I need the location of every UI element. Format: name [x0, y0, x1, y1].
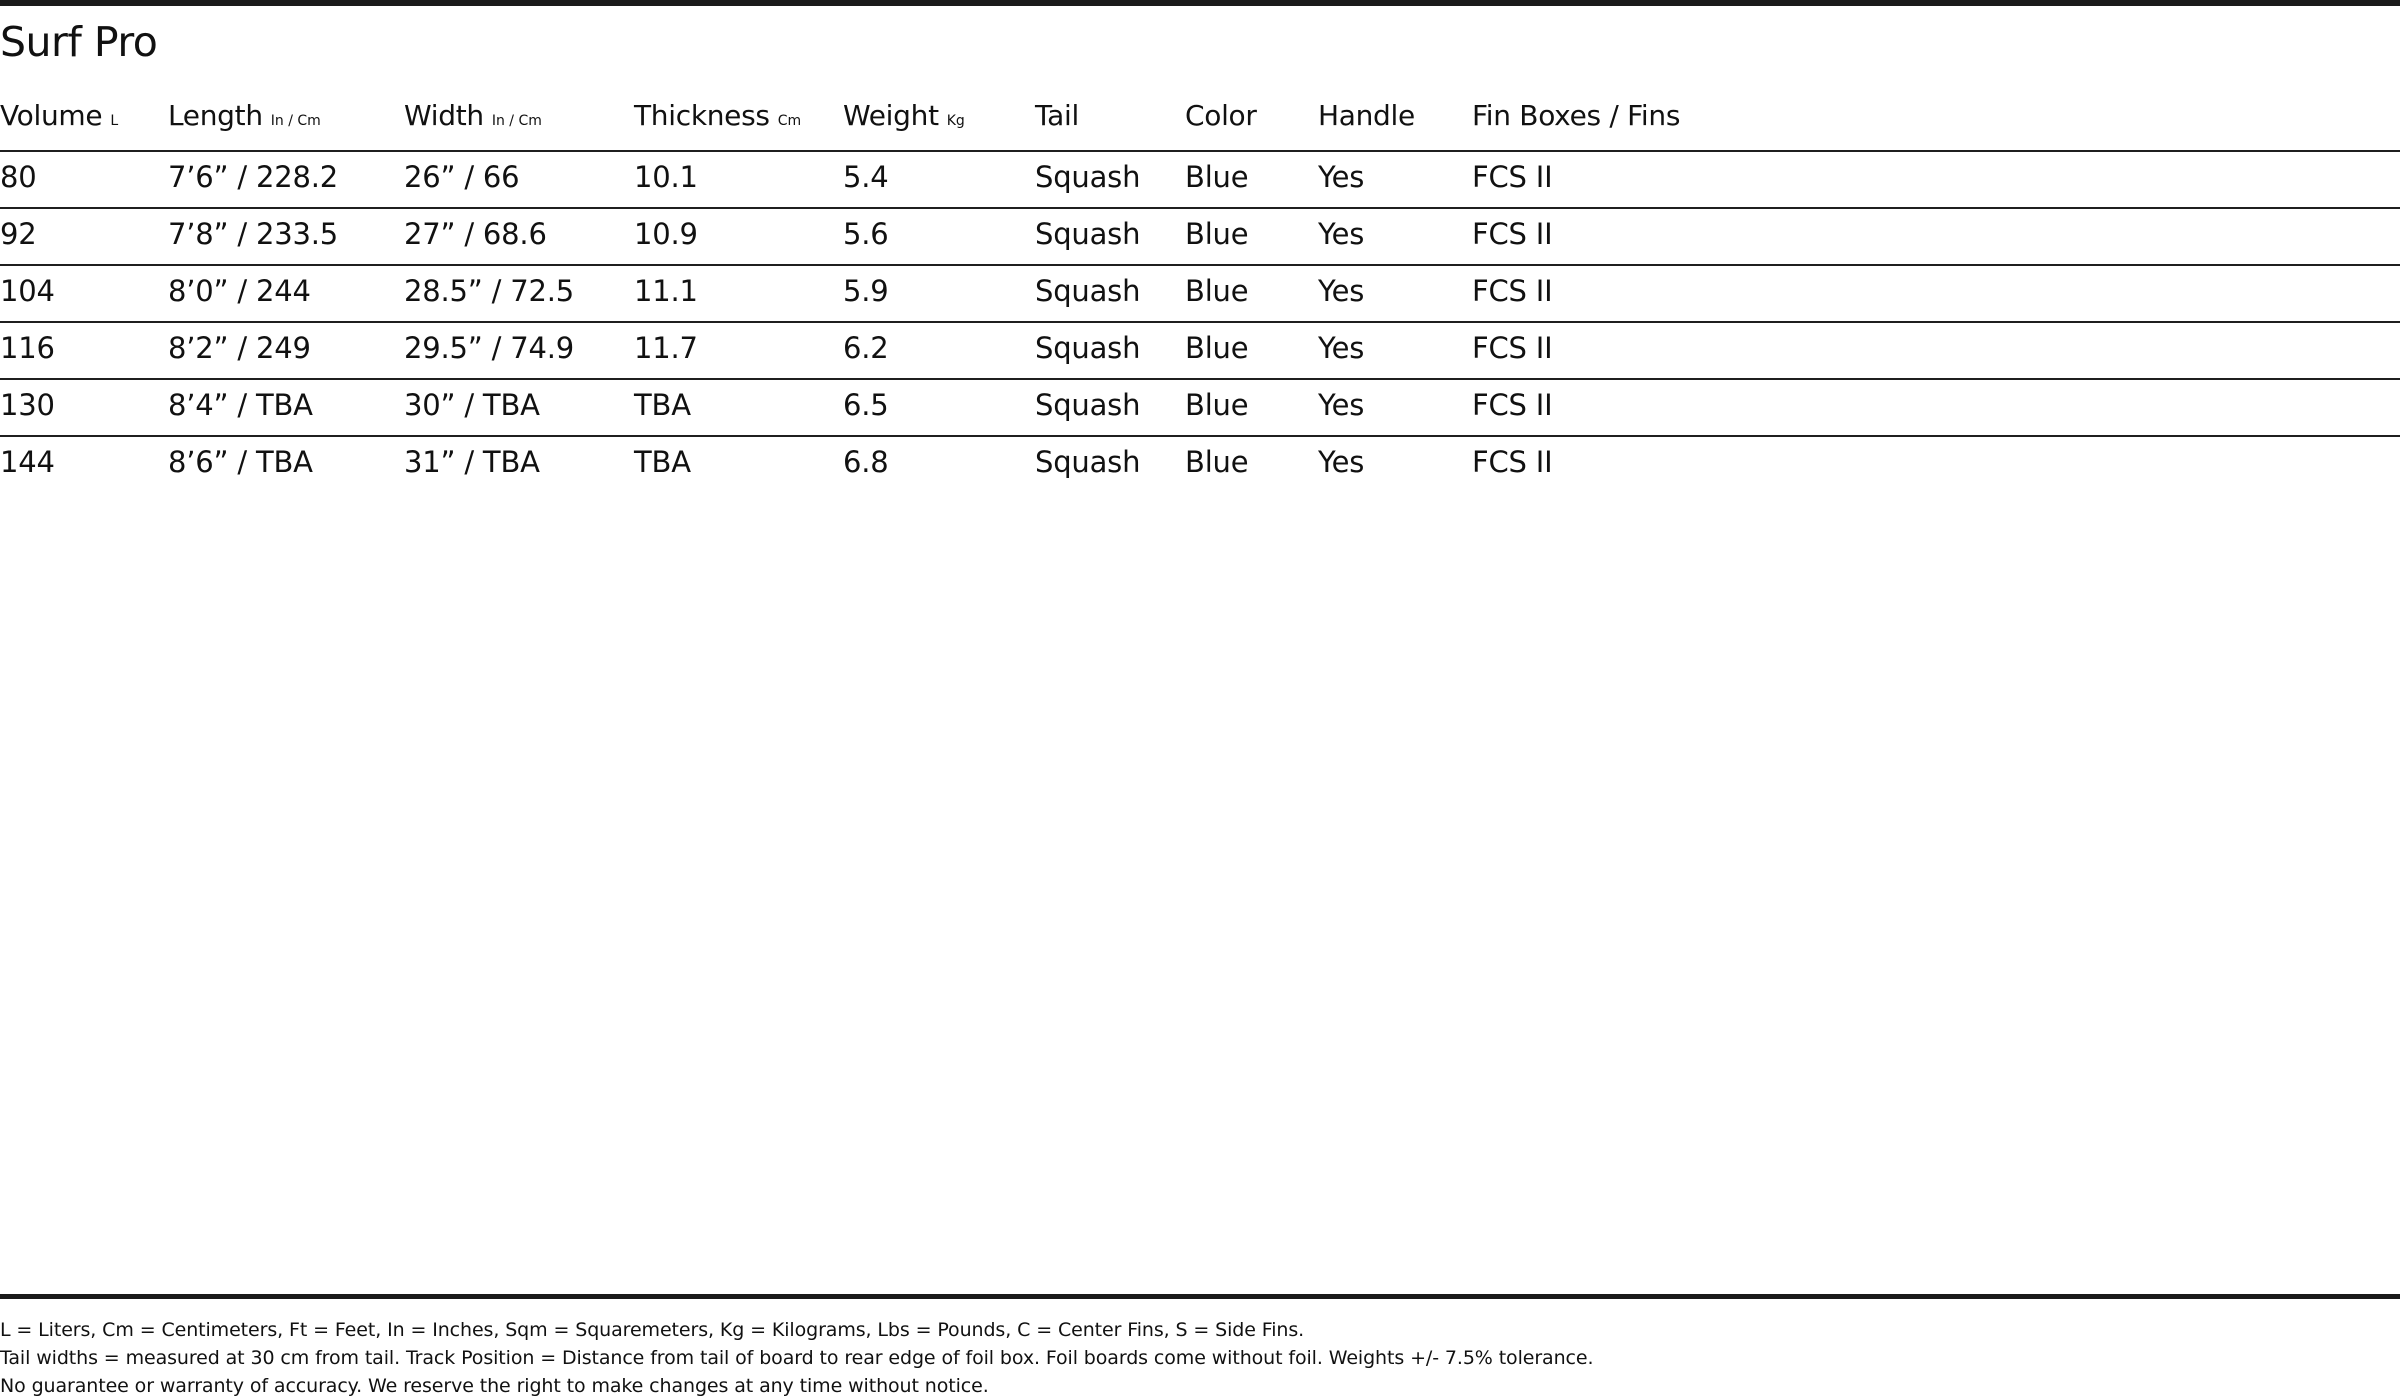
- cell-thickness: TBA: [634, 388, 691, 422]
- cell-thickness: 10.1: [634, 160, 698, 194]
- cell-fins: FCS II: [1472, 331, 1553, 365]
- cell-weight: 6.2: [843, 331, 889, 365]
- column-header-thickness: [634, 96, 801, 141]
- cell-tail: Squash: [1035, 274, 1141, 308]
- cell-width: 28.5” / 72.5: [404, 274, 574, 308]
- cell-weight: 6.8: [843, 445, 889, 479]
- cell-color: Blue: [1185, 160, 1249, 194]
- cell-length: 8’2” / 249: [168, 331, 311, 365]
- row-divider: [0, 207, 2400, 209]
- column-header-label: Tail: [1035, 99, 1079, 132]
- cell-handle: Yes: [1318, 445, 1365, 479]
- column-header-label: Volume: [0, 99, 103, 132]
- column-header-volume: [0, 96, 118, 141]
- column-header-width: [404, 96, 542, 141]
- column-header-unit: Kg: [946, 113, 965, 129]
- footnote-abbreviations: L = Liters, Cm = Centimeters, Ft = Feet, In = Inches, Sqm = Squaremeters, Kg = Kilograms, Lbs = Pounds, C = Center Fins, S = Side Fins.: [0, 1319, 1305, 1341]
- cell-handle: Yes: [1318, 331, 1365, 365]
- cell-weight: 5.6: [843, 217, 889, 251]
- top-rule: [0, 0, 2400, 6]
- cell-handle: Yes: [1318, 160, 1365, 194]
- cell-handle: Yes: [1318, 217, 1365, 251]
- column-header-label: Length: [168, 99, 263, 132]
- cell-volume: 80: [0, 160, 37, 194]
- cell-tail: Squash: [1035, 160, 1141, 194]
- column-header-tail: [1035, 96, 1079, 136]
- cell-volume: 116: [0, 331, 55, 365]
- row-divider: [0, 435, 2400, 437]
- column-header-weight: [843, 96, 965, 141]
- footnote-measurements: Tail widths = measured at 30 cm from tail. Track Position = Distance from tail of board to rear edge of foil box. Foil boards come without foil. Weights +/- 7.5% tolerance.: [0, 1347, 1594, 1369]
- cell-width: 26” / 66: [404, 160, 520, 194]
- cell-weight: 5.9: [843, 274, 889, 308]
- column-header-unit: In / Cm: [270, 113, 321, 129]
- cell-length: 7’8” / 233.5: [168, 217, 338, 251]
- column-header-label: Fin Boxes / Fins: [1472, 99, 1681, 132]
- cell-width: 29.5” / 74.9: [404, 331, 574, 365]
- cell-handle: Yes: [1318, 388, 1365, 422]
- cell-length: 8’0” / 244: [168, 274, 311, 308]
- cell-thickness: 11.1: [634, 274, 698, 308]
- column-header-label: Color: [1185, 99, 1257, 132]
- row-divider: [0, 378, 2400, 380]
- cell-color: Blue: [1185, 331, 1249, 365]
- row-divider: [0, 321, 2400, 323]
- cell-width: 27” / 68.6: [404, 217, 547, 251]
- cell-fins: FCS II: [1472, 445, 1553, 479]
- cell-width: 30” / TBA: [404, 388, 540, 422]
- column-header-fins: [1472, 96, 1680, 136]
- column-header-unit: L: [110, 113, 119, 129]
- cell-length: 8’4” / TBA: [168, 388, 313, 422]
- column-header-unit: In / Cm: [491, 113, 542, 129]
- cell-length: 8’6” / TBA: [168, 445, 313, 479]
- cell-length: 7’6” / 228.2: [168, 160, 338, 194]
- cell-fins: FCS II: [1472, 274, 1553, 308]
- column-header-label: Width: [404, 99, 484, 132]
- row-divider: [0, 150, 2400, 152]
- cell-thickness: 11.7: [634, 331, 698, 365]
- cell-color: Blue: [1185, 388, 1249, 422]
- cell-weight: 6.5: [843, 388, 889, 422]
- cell-volume: 92: [0, 217, 37, 251]
- cell-tail: Squash: [1035, 388, 1141, 422]
- column-header-unit: Cm: [777, 113, 802, 129]
- cell-fins: FCS II: [1472, 160, 1553, 194]
- cell-thickness: TBA: [634, 445, 691, 479]
- cell-volume: 144: [0, 445, 55, 479]
- cell-thickness: 10.9: [634, 217, 698, 251]
- cell-color: Blue: [1185, 217, 1249, 251]
- column-header-label: Weight: [843, 99, 939, 132]
- cell-width: 31” / TBA: [404, 445, 540, 479]
- cell-tail: Squash: [1035, 331, 1141, 365]
- footnote-disclaimer: No guarantee or warranty of accuracy. We reserve the right to make changes at any time without notice.: [0, 1375, 989, 1397]
- cell-fins: FCS II: [1472, 388, 1553, 422]
- column-header-length: [168, 96, 321, 141]
- cell-color: Blue: [1185, 274, 1249, 308]
- cell-tail: Squash: [1035, 445, 1141, 479]
- page-title: Surf Pro: [0, 18, 158, 66]
- column-header-label: Thickness: [634, 99, 770, 132]
- cell-volume: 130: [0, 388, 55, 422]
- column-header-color: [1185, 96, 1257, 136]
- cell-handle: Yes: [1318, 274, 1365, 308]
- cell-fins: FCS II: [1472, 217, 1553, 251]
- cell-weight: 5.4: [843, 160, 889, 194]
- cell-volume: 104: [0, 274, 55, 308]
- column-header-label: Handle: [1318, 99, 1415, 132]
- cell-color: Blue: [1185, 445, 1249, 479]
- column-header-handle: [1318, 96, 1415, 136]
- footer-rule: [0, 1294, 2400, 1299]
- row-divider: [0, 264, 2400, 266]
- cell-tail: Squash: [1035, 217, 1141, 251]
